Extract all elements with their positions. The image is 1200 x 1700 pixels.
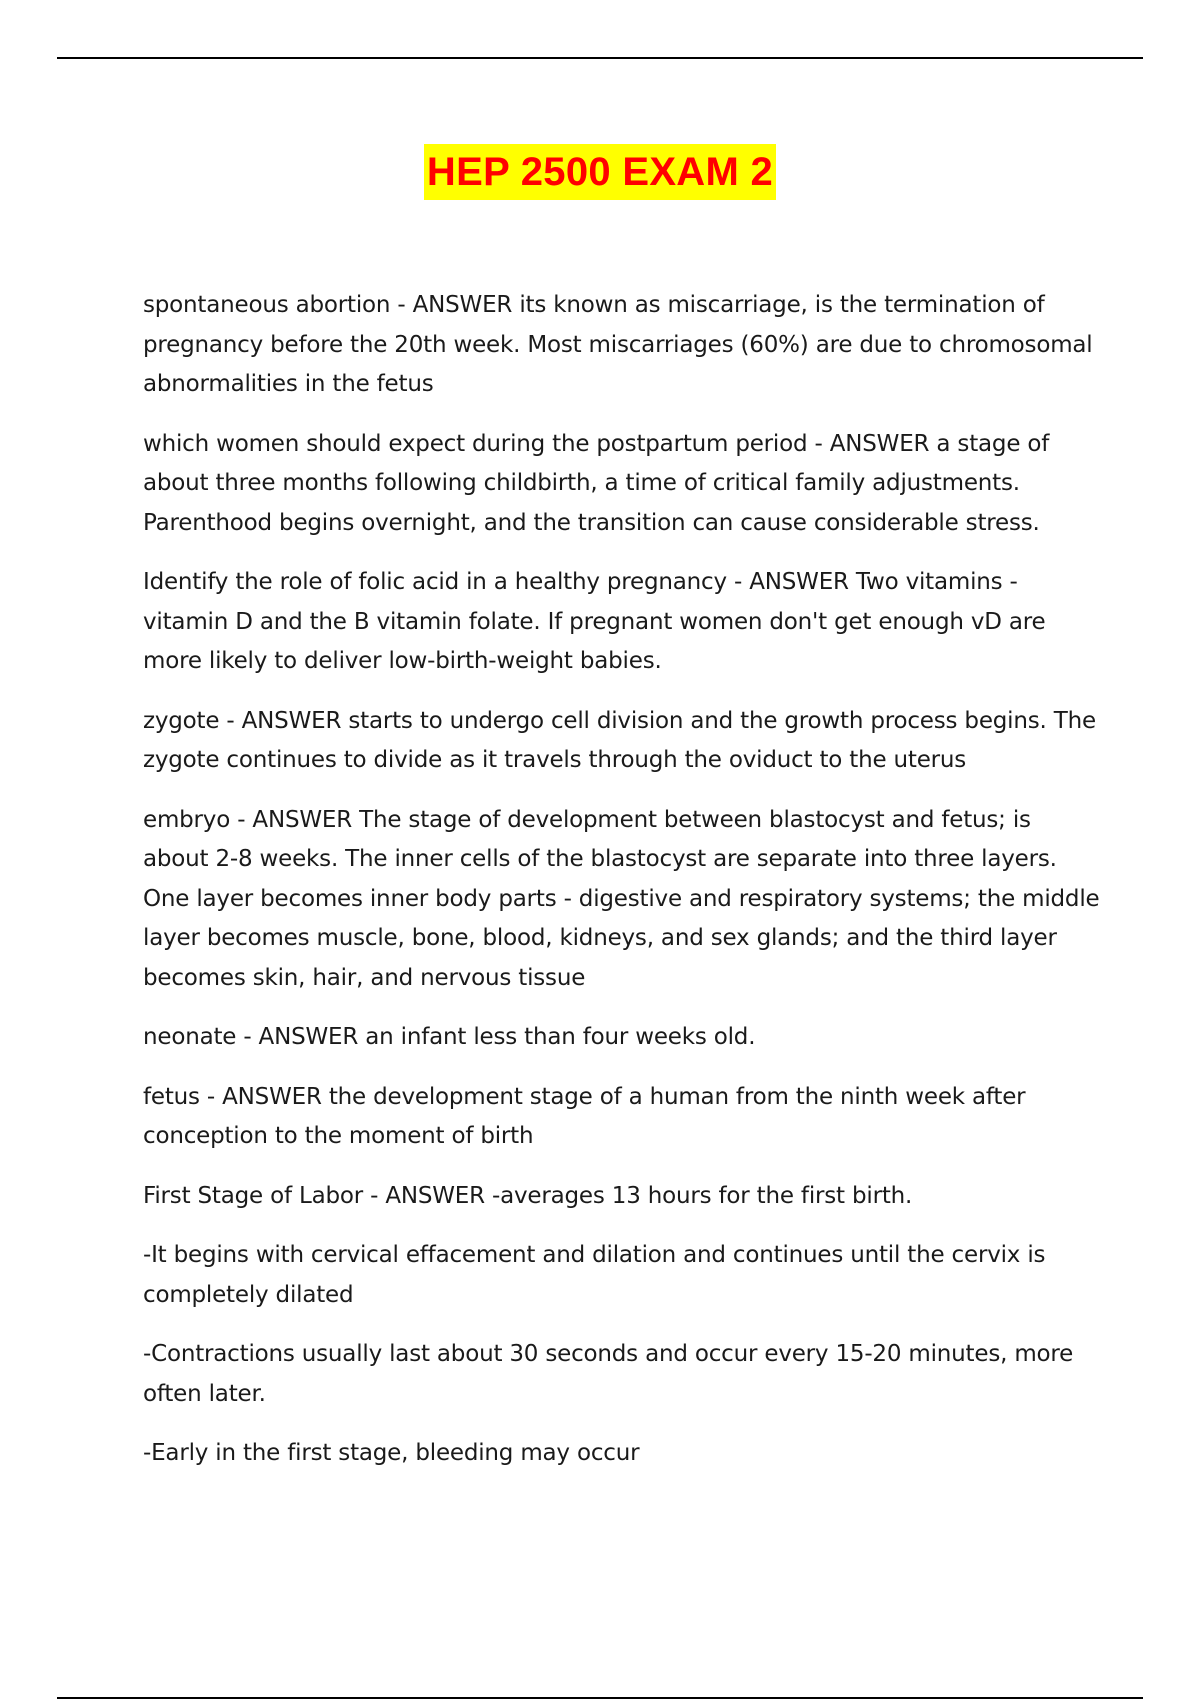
document-body [143, 286, 1103, 1494]
qa-paragraph: -Early in the first stage, bleeding may occur [143, 1440, 640, 1466]
qa-paragraph: fetus - ANSWER the development stage of a human from the ninth week after conception to the moment of birth [143, 1083, 1026, 1149]
qa-paragraph: which women should expect during the postpartum period - ANSWER a stage of about three months following childbirth, a time of critical family adjustments. Parenthood begins overnight, and the transition can cause considerable stress. [143, 430, 1050, 536]
qa-paragraph: First Stage of Labor - ANSWER -averages 13 hours for the first birth. [143, 1182, 913, 1209]
top-rule [57, 57, 1143, 59]
qa-paragraph: -Contractions usually last about 30 seconds and occur every 15-20 minutes, more often later. [143, 1341, 1074, 1407]
qa-paragraph: spontaneous abortion - ANSWER its known as miscarriage, is the termination of pregnancy before the 20th week. Most miscarriages (60%) are due to chromosomal abnormalities in the fetus [143, 292, 1093, 397]
qa-paragraph: -It begins with cervical effacement and dilation and continues until the cervix is completely dilated [143, 1242, 1046, 1308]
title-container [0, 144, 1200, 200]
document-title: HEP 2500 EXAM 2 [424, 144, 776, 200]
bottom-rule [57, 1697, 1143, 1699]
qa-paragraph: zygote - ANSWER starts to undergo cell division and the growth process begins. The zygote continues to divide as it travels through the oviduct to the uterus [143, 707, 1096, 773]
qa-paragraph: Identify the role of folic acid in a healthy pregnancy - ANSWER Two vitamins - vitamin D and the B vitamin folate. If pregnant women don't get enough vD are more likely to deliver low-birth-weight babies. [143, 569, 1046, 674]
qa-paragraph: embryo - ANSWER The stage of development between blastocyst and fetus; is about 2-8 weeks. The inner cells of the blastocyst are separate into three layers. One layer becomes inner body parts - digestive and respiratory systems; the middle layer becomes muscle, bone, blood, kidneys, and sex glands; and the third layer becomes skin, hair, and nervous tissue [143, 806, 1100, 991]
qa-paragraph: neonate - ANSWER an infant less than four weeks old. [143, 1024, 756, 1050]
